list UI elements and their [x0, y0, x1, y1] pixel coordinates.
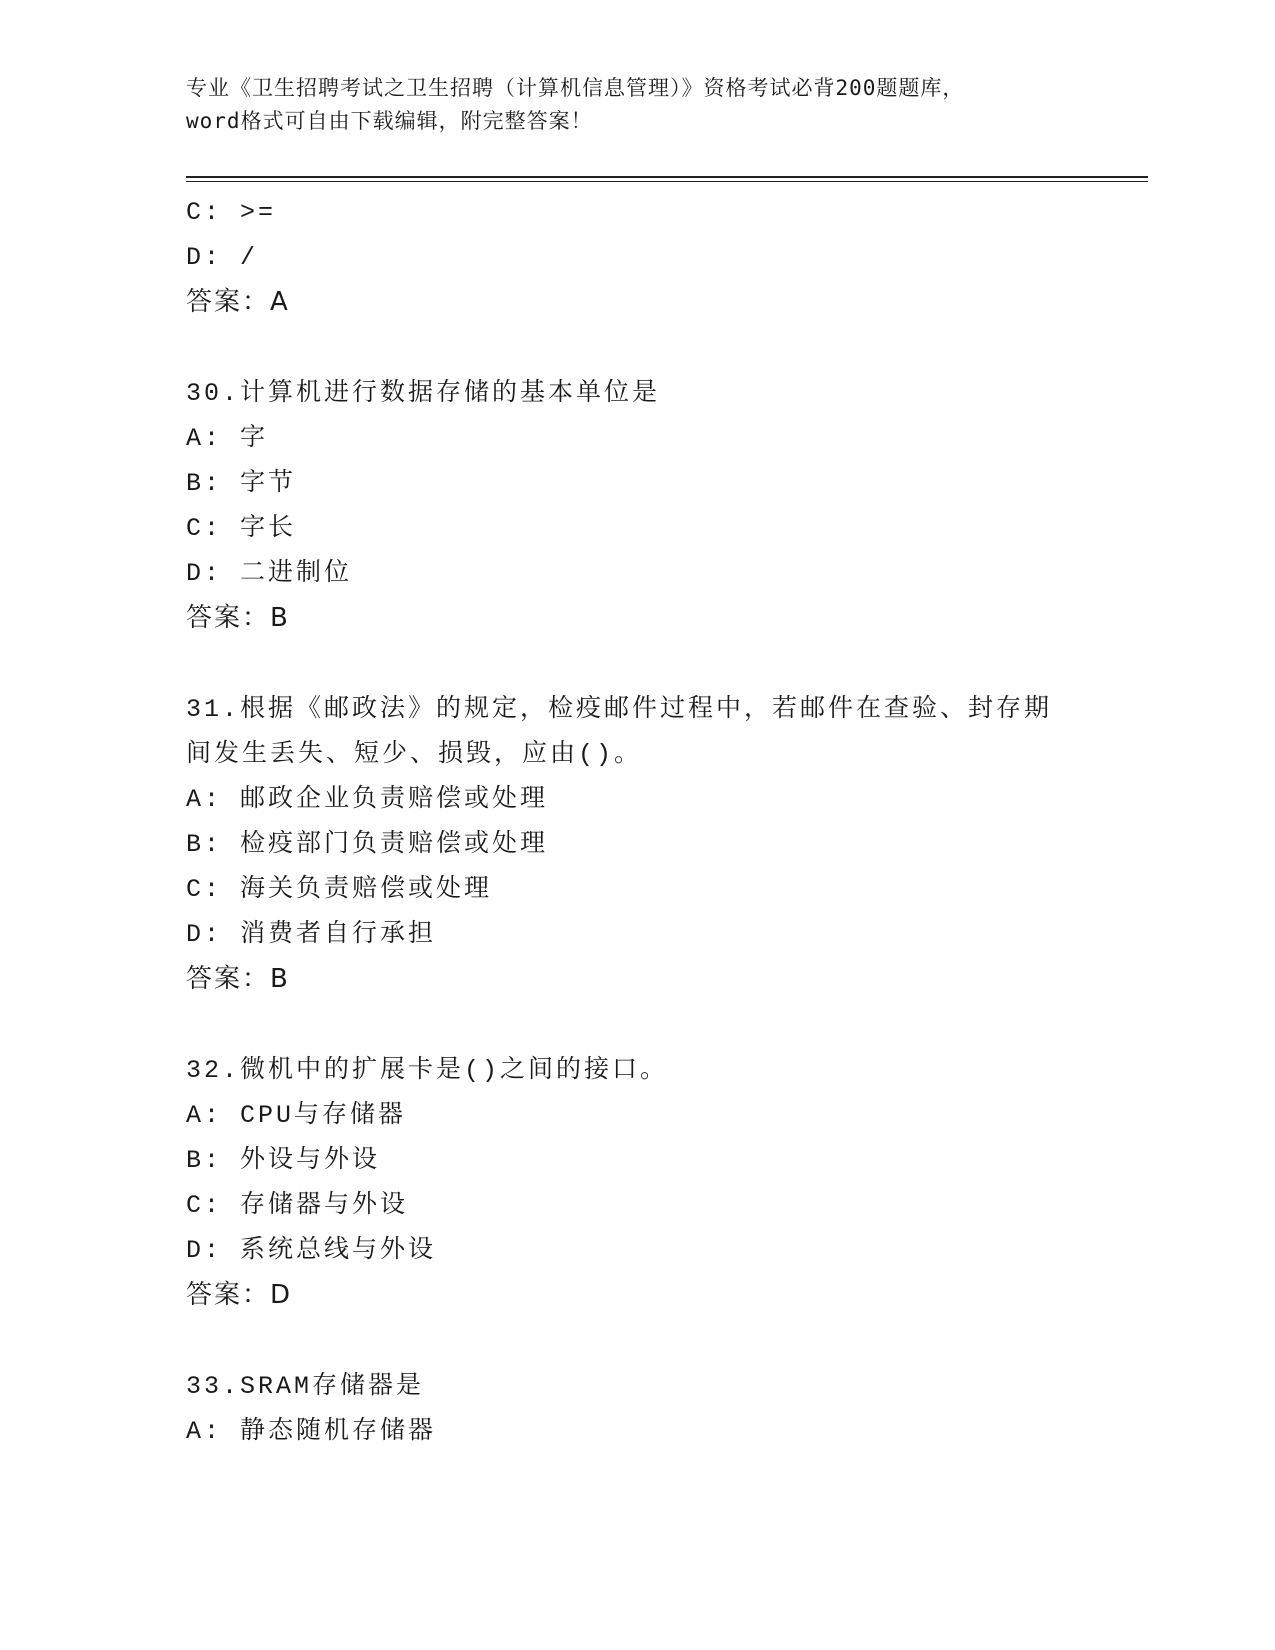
- option-b: B: 字节: [186, 469, 297, 498]
- header-divider-top: [186, 176, 1148, 178]
- answer-line: 答案：D: [186, 1280, 293, 1310]
- header-divider-bottom: [186, 181, 1148, 182]
- question-stem: 33.SRAM存储器是: [186, 1372, 425, 1401]
- option-b: B: 检疫部门负责赔偿或处理: [186, 830, 549, 859]
- spacer: [186, 641, 1086, 687]
- question-stem-line-2: 间发生丢失、短少、损毁，应由()。: [186, 740, 643, 769]
- answer-line: 答案：B: [186, 964, 290, 994]
- question-31: [186, 687, 1086, 1002]
- spacer: [186, 325, 1086, 371]
- option-b: B: 外设与外设: [186, 1146, 381, 1175]
- question-list: [186, 190, 1086, 1454]
- document-header: [186, 72, 1086, 138]
- option-d: D: 消费者自行承担: [186, 920, 437, 949]
- question-stem-line-1: 31.根据《邮政法》的规定，检疫邮件过程中，若邮件在查验、封存期: [186, 695, 1053, 724]
- option-d: D: 二进制位: [186, 559, 353, 588]
- option-d: D: /: [186, 243, 259, 272]
- answer-line: 答案：B: [186, 603, 290, 633]
- question-33: [186, 1364, 1086, 1454]
- header-line-2: word格式可自由下载编辑，附完整答案！: [186, 109, 593, 133]
- question-stem: 30.计算机进行数据存储的基本单位是: [186, 379, 661, 408]
- option-a: A: 字: [186, 424, 269, 453]
- option-a: A: 静态随机存储器: [186, 1417, 437, 1446]
- question-30: [186, 371, 1086, 641]
- option-c: C: 字长: [186, 514, 297, 543]
- question-29-tail: [186, 190, 1086, 325]
- option-c: C: >=: [186, 198, 277, 227]
- answer-line: 答案：A: [186, 287, 290, 317]
- spacer: [186, 1318, 1086, 1364]
- header-line-1: 专业《卫生招聘考试之卫生招聘（计算机信息管理）》资格考试必背200题题库，: [186, 76, 965, 100]
- option-c: C: 海关负责赔偿或处理: [186, 875, 493, 904]
- option-c: C: 存储器与外设: [186, 1191, 409, 1220]
- option-a: A: CPU与存储器: [186, 1101, 407, 1130]
- option-d: D: 系统总线与外设: [186, 1236, 437, 1265]
- question-stem: 32.微机中的扩展卡是()之间的接口。: [186, 1056, 669, 1085]
- question-32: [186, 1048, 1086, 1318]
- spacer: [186, 1002, 1086, 1048]
- option-a: A: 邮政企业负责赔偿或处理: [186, 785, 549, 814]
